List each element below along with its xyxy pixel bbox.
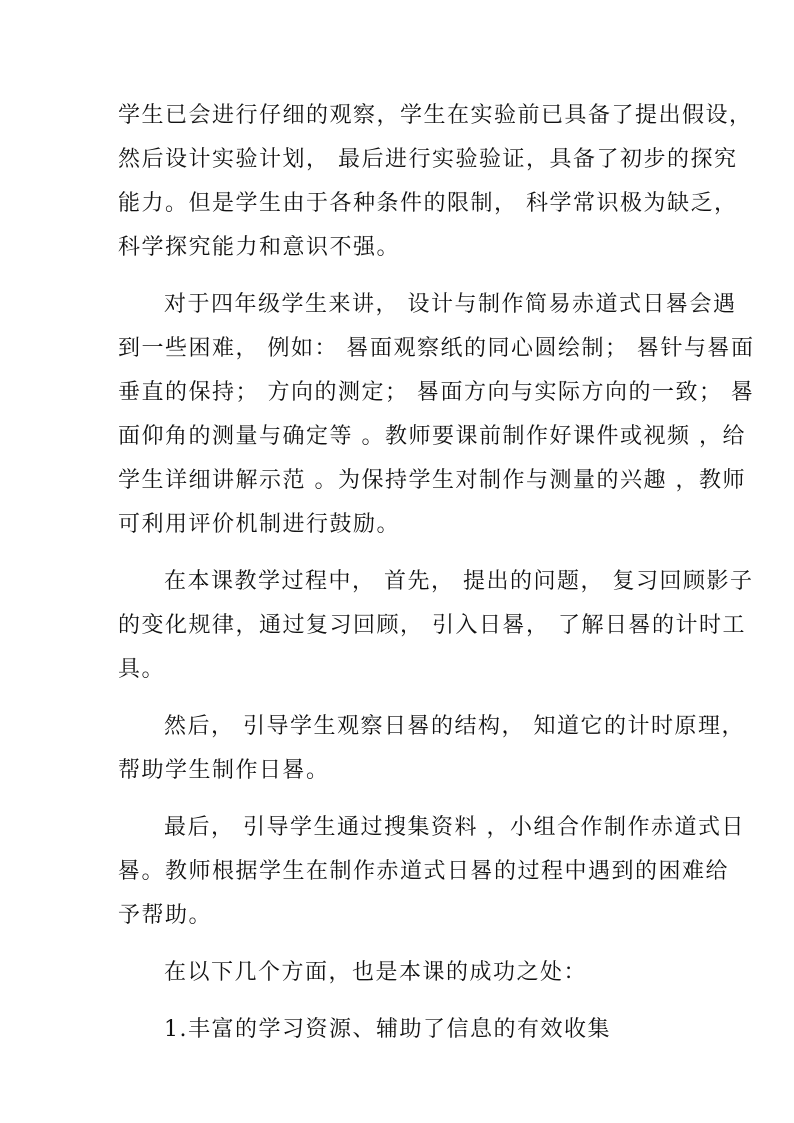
paragraph-5-line-1: 最后， 引导学生通过搜集资料 ，小组合作制作赤道式日 bbox=[164, 815, 745, 840]
paragraph-5-line-2: 晷。教师根据学生在制作赤道式日晷的过程中遇到的困难给 bbox=[118, 859, 730, 884]
paragraph-1-line-4: 科学探究能力和意识不强。 bbox=[118, 235, 401, 260]
paragraph-2-line-3: 垂直的保持； 方向的测定； 晷面方向与实际方向的一致； 晷 bbox=[118, 380, 755, 405]
paragraph-2-line-5: 学生详细讲解示范 。为保持学生对制作与测量的兴趣 ，教师 bbox=[118, 468, 746, 493]
paragraph-2-line-6: 可利用评价机制进行鼓励。 bbox=[118, 512, 401, 537]
numbered-item-1: 1.丰富的学习资源、辅助了信息的有效收集 bbox=[164, 1017, 611, 1042]
paragraph-4-line-2: 帮助学生制作日晷。 bbox=[118, 758, 330, 783]
paragraph-4-line-1: 然后， 引导学生观察日晷的结构， 知道它的计时原理， bbox=[164, 714, 745, 739]
paragraph-2-line-1: 对于四年级学生来讲， 设计与制作简易赤道式日晷会遇 bbox=[164, 292, 737, 317]
paragraph-6-line-1: 在以下几个方面，也是本课的成功之处： bbox=[164, 960, 588, 985]
paragraph-3-line-2: 的变化规律，通过复习回顾， 引入日晷， 了解日晷的计时工 bbox=[118, 613, 746, 638]
paragraph-1-line-1: 学生已会进行仔细的观察，学生在实验前已具备了提出假设， bbox=[118, 103, 753, 128]
paragraph-3-line-3: 具。 bbox=[118, 657, 166, 682]
paragraph-1-line-2: 然后设计实验计划， 最后进行实验验证，具备了初步的探究 bbox=[118, 147, 738, 172]
paragraph-2-line-2: 到一些困难， 例如： 晷面观察纸的同心圆绘制； 晷针与晷面 bbox=[118, 336, 755, 361]
paragraph-2-line-4: 面仰角的测量与确定等 。教师要课前制作好课件或视频 ，给 bbox=[118, 424, 746, 449]
paragraph-5-line-3: 予帮助。 bbox=[118, 903, 213, 928]
paragraph-1-line-3: 能力。但是学生由于各种条件的限制， 科学常识极为缺乏， bbox=[118, 191, 738, 216]
paragraph-3-line-1: 在本课教学过程中， 首先， 提出的问题， 复习回顾影子 bbox=[164, 569, 754, 594]
